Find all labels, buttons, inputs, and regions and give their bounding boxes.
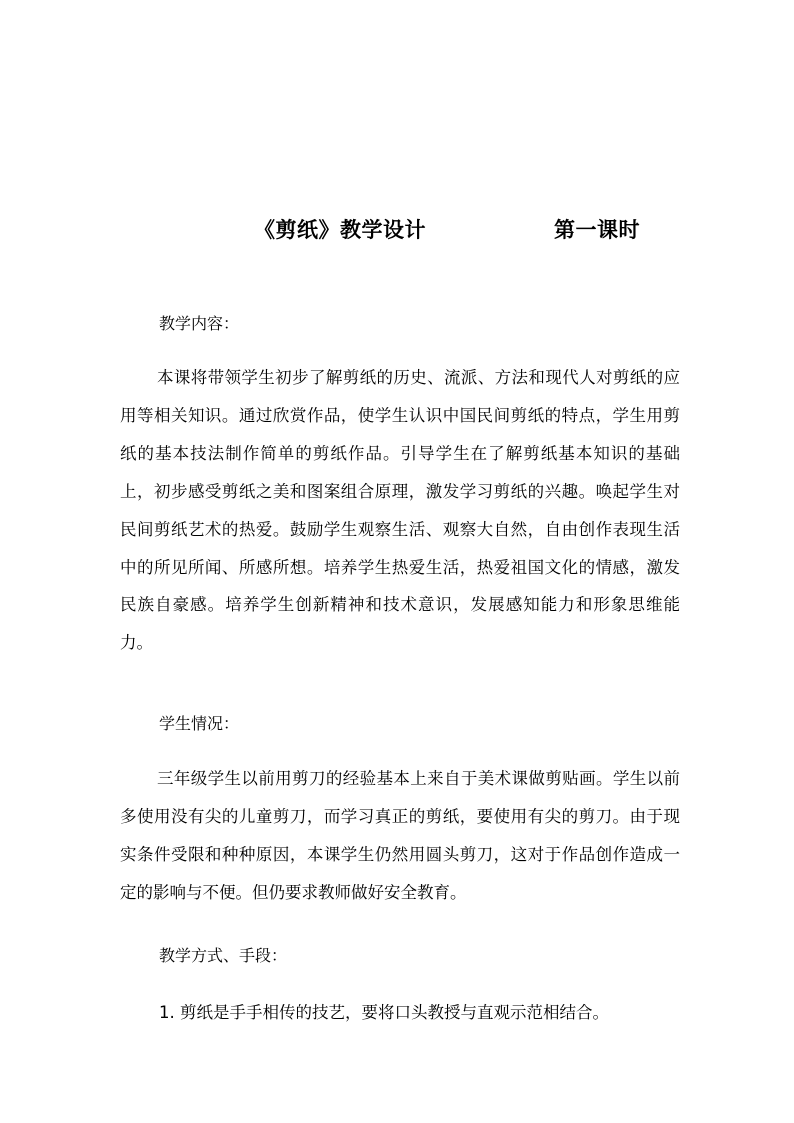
section-paragraph-teaching-content: 本课将带领学生初步了解剪纸的历史、流派、方法和现代人对剪纸的应用等相关知识。通过欣赏作品，使学生认识中国民间剪纸的特点，学生用剪纸的基本技法制作简单的剪纸作品。引导学生在了解剪纸基本知识的基础上，初步感受剪纸之美和图案组合原理，激发学习剪纸的兴趣。唤起学生对民间剪纸艺术的热爱。鼓励学生观察生活、观察大自然，自由创作表现生活中的所见所闻、所感所想。培养学生热爱生活，热爱祖国文化的情感，激发民族自豪感。培养学生创新精神和技术意识，发展感知能力和形象思维能力。 — [120, 368, 680, 653]
section-heading-teaching-content: 教学内容： — [159, 314, 240, 333]
section-heading-student-situation: 学生情况： — [159, 714, 240, 733]
lesson-label: 第一课时 — [554, 217, 640, 242]
document-title: 《剪纸》教学设计 — [254, 217, 426, 242]
section-paragraph-student-situation: 三年级学生以前用剪刀的经验基本上来自于美术课做剪贴画。学生以前多使用没有尖的儿童剪刀，而学习真正的剪纸，要使用有尖的剪刀。由于现实条件受限和种种原因，本课学生仍然用圆头剪刀，这对于作品创作造成一定的影响与不便。但仍要求教师做好安全教育。 — [120, 769, 680, 902]
section-heading-teaching-methods: 教学方式、手段： — [159, 946, 288, 965]
section-paragraph-teaching-methods: 1. 剪纸是手手相传的技艺，要将口头教授与直观示范相结合。 — [159, 1003, 609, 1022]
